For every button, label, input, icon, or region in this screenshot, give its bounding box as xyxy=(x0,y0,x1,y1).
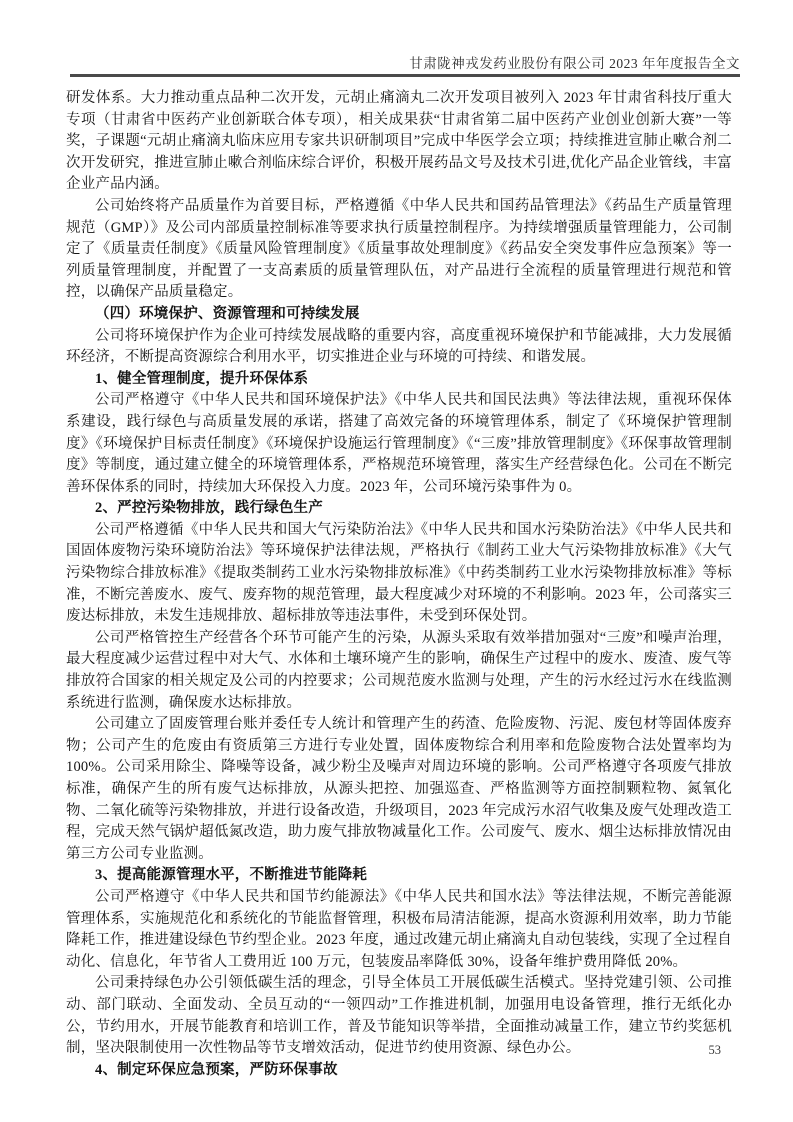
document-body xyxy=(66,88,732,1081)
report-header-title: 甘肃陇神戎发药业股份有限公司 2023 年年度报告全文 xyxy=(409,56,740,71)
paragraph-solid-waste-management: 公司建立了固废管理台账并委任专人统计和管理产生的药渣、危险废物、污泥、废包材等固体废弃物；公司产生的危废由有资质第三方进行专业处置，固体废物综合利用率和危险废物合法处置率均为 100%。公司采用除尘、降噪等设备，减少粉尘及噪声对周边环境的影响。公司严格遵守各项废气排放标准，确保产生的所有废气达标排放，从源头把控、加强巡查、严格监测等方面控制颗粒物、氮氧化物、二氧化硫等污染物排放，并进行设备改造，升级项目，2023 年完成污水沼气收集及废气处理改造工程，完成天然气锅炉超低氮改造，助力废气排放物减量化工作。公司废气、废水、烟尘达标排放情况由第三方公司专业监测。 xyxy=(66,716,732,862)
paragraph-energy-saving: 公司严格遵守《中华人民共和国节约能源法》《中华人民共和国水法》等法律法规，不断完善能源管理体系，实施规范化和系统化的节能监督管理，积极布局清洁能源，提高水资源利用效率，助力节能降耗工作，推进建设绿色节约型企业。2023 年度，通过改建元胡止痛滴丸自动包装线，实现了全过程自动化、信息化，年节省人工费用近 100 万元，包装废品率降低 30%，设备年维护费用降低 20%。 xyxy=(66,888,732,970)
sub-heading-emergency-plan: 4、制定环保应急预案，严防环保事故 xyxy=(95,1061,338,1078)
paragraph-green-office: 公司秉持绿色办公引领低碳生活的理念，引导全体员工开展低碳生活模式。坚持党建引领、公司推动、部门联动、全面发动、全员互动的“一领四动”工作推进机制，加强用电设备管理，推行无纸化办公，节约用水，开展节能教育和培训工作，普及节能知识等举措，全面推动减量工作，建立节约奖惩机制，坚决限制使用一次性物品等节支增效活动，促进节约使用资源、绿色办公。 xyxy=(66,975,732,1057)
sub-heading-energy-management: 3、提高能源管理水平，不断推进节能降耗 xyxy=(95,867,368,884)
header-divider-rule xyxy=(70,74,740,77)
paragraph-environment-management-system: 公司严格遵守《中华人民共和国环境保护法》《中华人民共和国民法典》等法律法规，重视环保体系建设，践行绿色与高质量发展的承诺，搭建了高效完备的环境管理体系，制定了《环境保护管理制度》《环境保护目标责任制度》《环境保护设施运行管理制度》《“三废”排放管理制度》《环保事故管理制度》等制度，通过建立健全的环境管理体系，严格规范环境管理，落实生产经营绿色化。公司在不断完善环保体系的同时，持续加大环保投入力度。2023 年，公司环境污染事件为 0。 xyxy=(66,392,732,495)
sub-heading-management-system: 1、健全管理制度，提升环保体系 xyxy=(95,370,309,387)
paragraph-rd-system-continuation: 研发体系。大力推动重点品种二次开发，元胡止痛滴丸二次开发项目被列入 2023 年甘肃省科技厅重大专项（甘肃省中医药产业创新联合体专项），相关成果获“甘肃省第二届中医药产业创业创新大赛”一等奖，子课题“元胡止痛滴丸临床应用专家共识研制项目”完成中华医学会立项；持续推进宣肺止嗽合剂二次开发研究，推进宣肺止嗽合剂临床综合评价，积极开展药品文号及技术引进,优化产品企业管线，丰富企业产品内涵。 xyxy=(66,90,732,193)
sub-heading-pollution-control: 2、严控污染物排放，践行绿色生产 xyxy=(95,500,323,517)
paragraph-product-quality: 公司始终将产品质量作为首要目标，严格遵循《中华人民共和国药品管理法》《药品生产质量管理规范（GMP）》及公司内部质量控制标准等要求执行质量控制程序。为持续增强质量管理能力，公司制定了《质量责任制度》《质量风险管理制度》《质量事故处理制度》《药品安全突发事件应急预案》等一列质量管理制度，并配置了一支高素质的质量管理队伍，对产品进行全流程的质量管理进行规范和管控，以确保产品质量稳定。 xyxy=(66,197,732,301)
paragraph-environment-strategy: 公司将环境保护作为企业可持续发展战略的重要内容，高度重视环境保护和节能减排，大力发展循环经济，不断提高资源综合利用水平，切实推进企业与环境的可持续、和谐发展。 xyxy=(66,327,732,366)
section-heading-environment: （四）环境保护、资源管理和可持续发展 xyxy=(95,305,360,322)
paragraph-emission-standards: 公司严格遵循《中华人民共和国大气污染防治法》《中华人民共和国水污染防治法》《中华人民共和国固体废物污染环境防治法》等环境保护法律法规，严格执行《制药工业大气污染物排放标准》《大气污染物综合排放标准》《提取类制药工业水污染物排放标准》《中药类制药工业水污染物排放标准》等标准，不断完善废水、废气、废弃物的规范管理，最大程度减少对环境的不利影响。2023 年，公司落实三废达标排放，未发生违规排放、超标排放等违法事件，未受到环保处罚。 xyxy=(66,521,732,625)
page-number: 53 xyxy=(708,1043,721,1057)
paragraph-pollution-source-control: 公司严格管控生产经营各个环节可能产生的污染，从源头采取有效举措加强对“三废”和噪声治理，最大程度减少运营过程中对大气、水体和土壤环境产生的影响，确保生产过程中的废水、废渣、废气等排放符合国家的相关规定及公司的内控要求；公司规范废水监测与处理，产生的污水经过污水在线监测系统进行监测，确保废水达标排放。 xyxy=(66,629,732,711)
